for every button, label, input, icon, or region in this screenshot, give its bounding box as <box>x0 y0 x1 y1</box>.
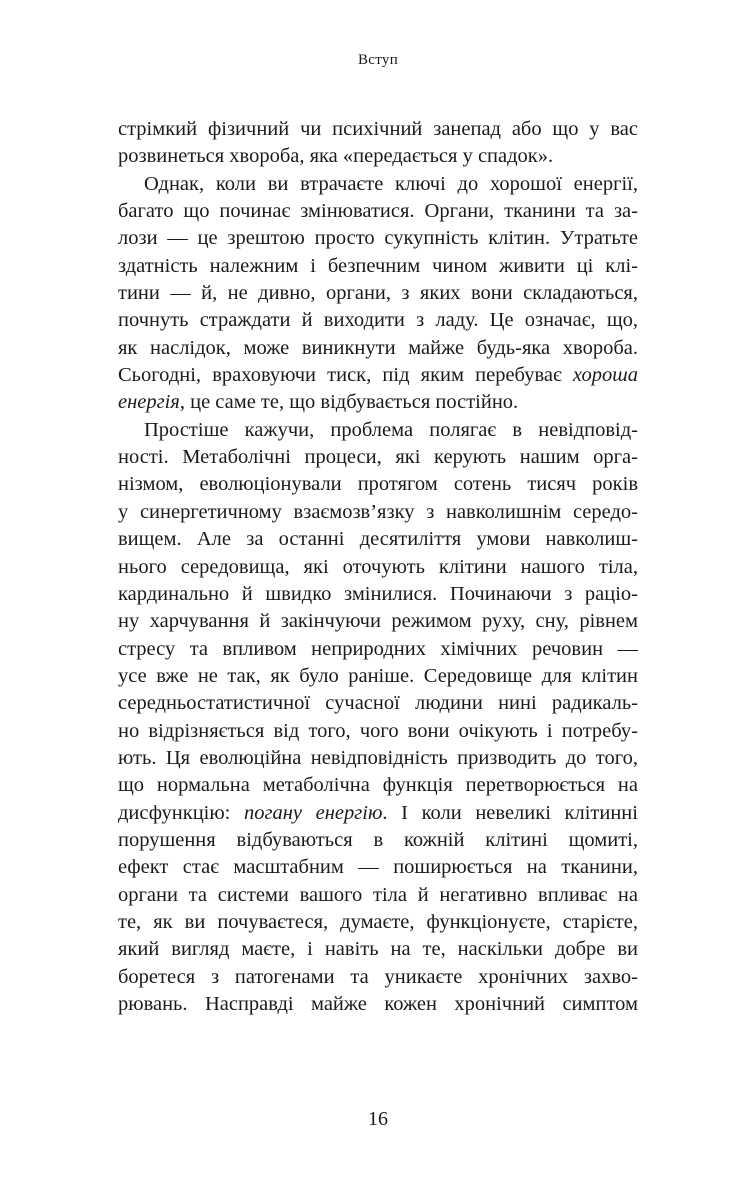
text-segment: середньостатистичної сучасної людини нині радикаль- <box>118 692 638 715</box>
text-line <box>118 444 638 471</box>
text-segment: боретеся з патогенами та уникаєте хронічних захво- <box>118 965 638 988</box>
text-segment: дисфункцію: <box>118 801 244 824</box>
text-line <box>118 745 638 772</box>
text-segment: нізмом, еволюціонували протягом сотень тисяч років <box>118 473 638 496</box>
text-line <box>118 280 638 307</box>
text-line <box>118 608 638 635</box>
text-segment: , це саме те, що відбувається постійно. <box>179 391 519 414</box>
text-segment: рювань. Насправді майже кожен хронічний симптом <box>118 993 638 1015</box>
text-line <box>118 991 638 1018</box>
text-segment: ють. Ця еволюційна невідповідність призводить до того, <box>118 746 638 769</box>
text-segment: Простіше кажучи, проблема полягає в невідповід- <box>144 418 638 441</box>
text-line <box>118 636 638 663</box>
text-segment: но відрізняється від того, чого вони очікують і потребу- <box>118 719 638 742</box>
text-line <box>118 909 638 936</box>
text-segment: який вигляд маєте, і навіть на те, наскільки добре ви <box>118 938 638 961</box>
text-line <box>118 499 638 526</box>
text-segment: порушення відбуваються в кожній клітині щомиті, <box>118 828 638 851</box>
text-line <box>118 827 638 854</box>
text-line <box>118 171 638 198</box>
text-line <box>118 690 638 717</box>
italic-text: хороша <box>572 364 638 387</box>
text-segment: ефект стає масштабним — поширюється на тканини, <box>118 856 638 879</box>
text-segment: кардинально й швидко змінилися. Починаючи з раціо- <box>118 582 638 605</box>
page-number: 16 <box>368 1108 388 1130</box>
text-segment: Сьогодні, враховуючи тиск, під яким перебуває <box>118 364 573 387</box>
text-line <box>118 882 638 909</box>
text-line <box>118 307 638 334</box>
text-line <box>118 554 638 581</box>
italic-text: енергія <box>118 391 180 414</box>
text-line <box>118 581 638 608</box>
text-line <box>118 526 638 553</box>
text-line <box>118 663 638 690</box>
text-segment: здатність належним і безпечним чином живити ці клі- <box>118 254 638 277</box>
text-line <box>118 389 638 416</box>
body-text <box>118 116 638 1018</box>
text-segment: Однак, коли ви втрачаєте ключі до хорошої енергії, <box>144 172 638 195</box>
text-line <box>118 362 638 389</box>
text-line <box>118 964 638 991</box>
text-segment: вищем. Але за останні десятиліття умови навколиш- <box>118 528 638 551</box>
text-line <box>118 116 638 143</box>
text-segment: як наслідок, може виникнути майже будь-яка хвороба. <box>118 336 638 359</box>
text-segment: багато що починає змінюватися. Органи, тканини та за- <box>118 200 638 223</box>
text-segment: нього середовища, які оточують клітини нашого тіла, <box>118 555 638 578</box>
text-line <box>118 718 638 745</box>
text-segment: у синергетичному взаємозв’язку з навколишнім середо- <box>118 500 638 523</box>
italic-text: погану енергію <box>244 801 383 824</box>
text-segment: що нормальна метаболічна функція перетворюється на <box>118 774 638 797</box>
running-header: Вступ <box>357 52 399 68</box>
text-segment: стресу та впливом неприродних хімічних речовин — <box>118 637 638 660</box>
text-line <box>118 936 638 963</box>
text-line <box>118 198 638 225</box>
text-line <box>118 800 638 827</box>
text-line <box>118 225 638 252</box>
text-line <box>118 772 638 799</box>
text-segment: лози — це зрештою просто сукупність клітин. Утратьте <box>118 227 638 250</box>
text-line <box>118 417 638 444</box>
text-segment: стрімкий фізичний чи психічний занепад або що у вас <box>118 118 638 140</box>
text-line <box>118 335 638 362</box>
text-segment: тини — й, не дивно, органи, з яких вони складаються, <box>118 282 638 305</box>
text-segment: усе вже не так, як було раніше. Середовище для клітин <box>118 664 638 687</box>
text-segment: . І коли невеликі клітинні <box>382 801 638 824</box>
text-line <box>118 143 638 170</box>
text-segment: почнуть страждати й виходити з ладу. Це означає, що, <box>118 309 638 332</box>
text-segment: ності. Метаболічні процеси, які керують нашим орга- <box>118 446 638 469</box>
text-segment: те, як ви почуваєтеся, думаєте, функціонуєте, старієте, <box>118 910 638 933</box>
text-line <box>118 253 638 280</box>
text-line <box>118 854 638 881</box>
text-segment: органи та системи вашого тіла й негативно впливає на <box>118 883 638 906</box>
text-line <box>118 471 638 498</box>
text-segment: ну харчування й закінчуючи режимом руху, сну, рівнем <box>118 610 638 633</box>
text-segment: розвинеться хвороба, яка «передається у спадок». <box>118 145 554 168</box>
